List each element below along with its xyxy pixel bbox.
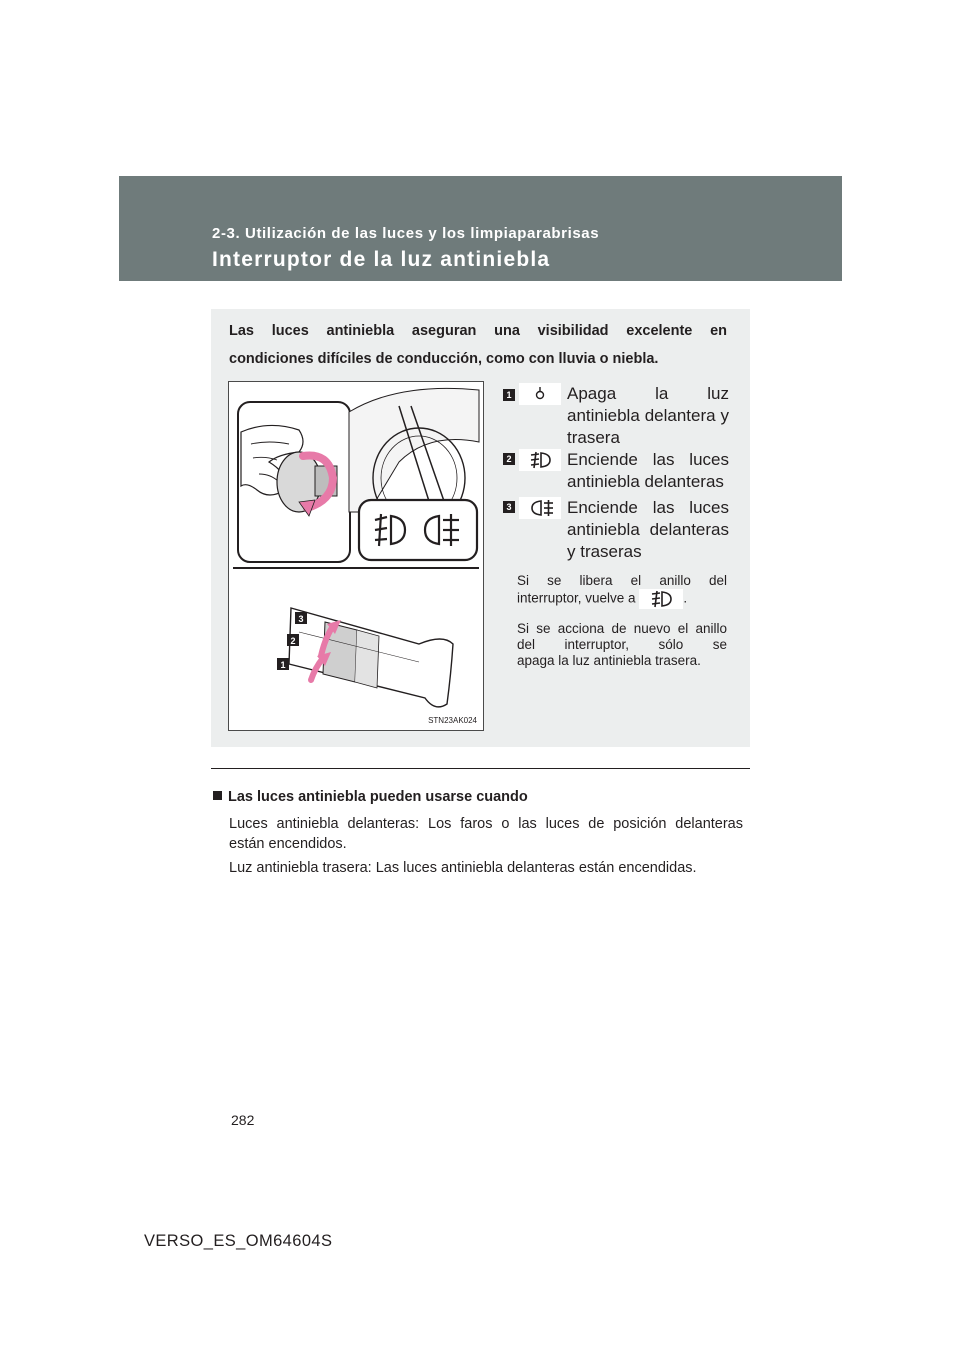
legend-item-2 [503, 449, 729, 495]
legend-item-3 [503, 497, 729, 563]
front-rear-fog-light-icon [519, 497, 561, 519]
fog-light-off-icon [519, 383, 561, 405]
dashboard-drawing [349, 388, 479, 512]
release-note-line-1: Si se libera el anillo del [517, 573, 727, 588]
fog-switch-illustration [228, 381, 484, 731]
usage-paragraph-1-line-2: están encendidos. [229, 836, 347, 852]
usage-paragraph-2: Luz antiniebla trasera: Las luces antiniebla delanteras están encendidas. [229, 860, 697, 876]
intro-text [229, 317, 727, 373]
page-number: 282 [231, 1112, 255, 1128]
illustration-drawing [229, 382, 483, 730]
legend-number-1: 1 [503, 389, 515, 401]
page-title: Interruptor de la luz antiniebla [212, 248, 551, 271]
legend-number-2: 2 [503, 453, 515, 465]
legend-text-2 [567, 449, 729, 493]
legend-1-line-2: antiniebla delantera y [567, 406, 729, 425]
legend-text-1 [567, 383, 729, 449]
document-code: VERSO_ES_OM64604S [144, 1232, 333, 1250]
square-bullet-icon [213, 791, 222, 800]
usage-paragraph-1 [229, 814, 743, 854]
usage-paragraph-1-line-1: Luces antiniebla delanteras: Los faros o las luces de posición delanteras [229, 816, 743, 832]
legend-1-line-3: trasera [567, 428, 620, 447]
again-note-line-1: Si se acciona de nuevo el [517, 621, 689, 636]
front-fog-light-icon [519, 449, 561, 471]
legend-3-line-3: y traseras [567, 542, 642, 561]
intro-line-1: Las luces antiniebla aseguran una visibilidad excelente en [229, 323, 727, 339]
callout-3-label: 3 [298, 614, 304, 624]
release-note [517, 573, 727, 609]
legend-3-line-2: antiniebla delanteras [567, 520, 729, 539]
legend-2-line-2: antiniebla delanteras [567, 472, 724, 491]
callout-1-label: 1 [280, 660, 286, 670]
legend-item-1 [503, 383, 729, 449]
legend-text-3 [567, 497, 729, 563]
legend-3-line-1: Enciende las luces [567, 498, 729, 517]
release-note-line-2 [517, 589, 727, 609]
again-note-line-2: anillo del interruptor, sólo se [517, 621, 727, 652]
release-note-period: . [683, 590, 688, 606]
content-box [211, 309, 750, 747]
again-note [517, 621, 727, 669]
usage-heading-text: Las luces antiniebla pueden usarse cuando [228, 789, 528, 805]
illustration-code: STN23AK024 [428, 716, 477, 725]
front-fog-light-icon [639, 589, 683, 609]
usage-heading [213, 789, 528, 805]
again-note-line-3: apaga la luz antiniebla trasera. [517, 653, 701, 668]
legend-2-line-1: Enciende las luces [567, 450, 729, 469]
header-band [119, 176, 842, 281]
release-note-text: interruptor, vuelve a [517, 590, 636, 606]
callout-2-label: 2 [290, 636, 296, 646]
legend-number-3: 3 [503, 501, 515, 513]
intro-line-2: condiciones difíciles de conducción, como con lluvia o niebla. [229, 351, 659, 367]
section-divider [211, 768, 750, 769]
section-label: 2-3. Utilización de las luces y los limpiaparabrisas [212, 225, 600, 242]
legend-1-line-1: Apaga la luz [567, 384, 729, 403]
